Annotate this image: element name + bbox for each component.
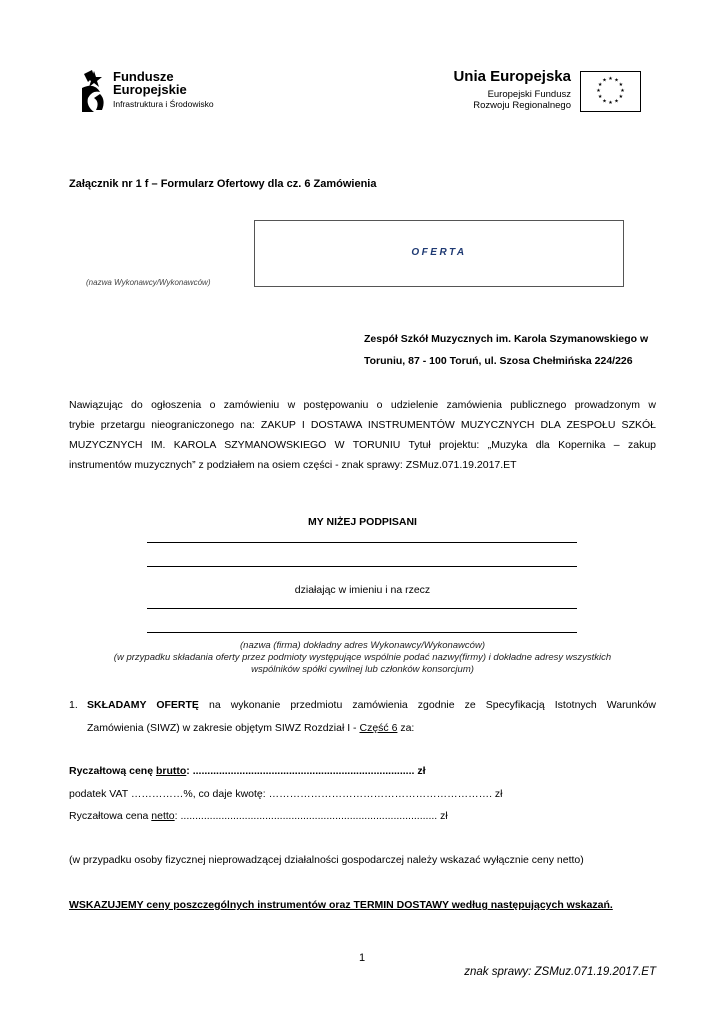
offer-line-2 [87, 722, 414, 734]
net-price-field: : ........................................................................................ zł [174, 810, 448, 822]
svg-text:★: ★ [597, 82, 603, 88]
gross-price-label: Ryczałtową cenę [69, 765, 156, 777]
svg-text:★: ★ [618, 82, 624, 88]
net-word: netto [151, 810, 175, 822]
logo-right-line3: Rozwoju Regionalnego [473, 100, 571, 111]
signatory-line-1 [147, 542, 577, 543]
gross-word: brutto [155, 765, 187, 777]
eu-flag-icon [580, 71, 641, 112]
intro-line-2: trybie przetargu nieograniczonego na: ZAKUP I DOSTAWA INSTRUMENTÓW MUZYCZNYCH DLA ZESPOŁU SZKÓŁ [69, 419, 656, 431]
fundusze-europejskie-logo [80, 68, 240, 114]
svg-text:★: ★ [608, 100, 613, 106]
svg-text:★: ★ [614, 77, 619, 84]
svg-text:★: ★ [614, 98, 619, 105]
logo-right-line1: Unia Europejska [453, 68, 571, 85]
svg-text:★: ★ [620, 88, 625, 94]
svg-text:★: ★ [602, 77, 607, 84]
intro-line-1: Nawiązując do ogłoszenia o zamówieniu w postępowaniu o udzielenie zamówienia publicznego prowadzonym w [69, 399, 656, 411]
gross-price-field: : ............................................................................ zł [186, 765, 426, 777]
acting-on-behalf-label: działając w imieniu i na rzecz [294, 584, 431, 596]
footer-case-number: znak sprawy: ZSMuz.071.19.2017.ET [464, 966, 656, 978]
signatories-heading: MY NIŻEJ PODPISANI [308, 516, 417, 528]
offer-part-link: Część 6 [359, 722, 398, 734]
svg-text:★: ★ [602, 98, 607, 105]
logo-left-line3: Infrastruktura i Środowisko [113, 99, 214, 109]
svg-text:★: ★ [608, 76, 613, 82]
attachment-title: Załącznik nr 1 f – Formularz Ofertowy dla cz. 6 Zamówienia [69, 178, 377, 190]
contractor-name-label: (nazwa Wykonawcy/Wykonawców) [86, 278, 211, 287]
company-note-2: (w przypadku składania oferty przez podmioty występujące wspólnie podać nazwy(firmy) i dokładne adresy wszystkich [113, 652, 612, 663]
company-note-3: wspólników spółki cywilnej lub członków konsorcjum) [251, 664, 474, 675]
oferta-title: OFERTA [411, 247, 467, 258]
offer-line-2-post: za: [397, 722, 415, 734]
offer-number: 1. [69, 699, 78, 711]
company-line-1 [147, 608, 577, 609]
offer-lead: SKŁADAMY OFERTĘ [87, 699, 199, 711]
svg-text:★: ★ [618, 94, 624, 100]
logo-right-line2: Europejski Fundusz [487, 89, 571, 100]
net-price-line [69, 810, 448, 822]
recipient-line-2: Toruniu, 87 - 100 Toruń, ul. Szosa Chełmińska 224/226 [364, 355, 633, 367]
company-note-1: (nazwa (firma) dokładny adres Wykonawcy/Wykonawców) [240, 640, 485, 651]
individual-note: (w przypadku osoby fizycznej nieprowadzącej działalności gospodarczej należy wskazać wyłącznie ceny netto) [69, 854, 584, 866]
gross-price-line [69, 765, 426, 777]
offer-line-1-rest: na wykonanie przedmiotu zamówienia zgodnie ze Specyfikacją Istotnych Warunków [198, 699, 656, 711]
indication-heading: WSKAZUJEMY ceny poszczególnych instrumentów oraz TERMIN DOSTAWY według następujących wskazań. [69, 899, 613, 911]
logo-left-line1: Fundusze [113, 69, 174, 84]
intro-line-4: instrumentów muzycznych” z podziałem na osiem części - znak sprawy: ZSMuz.071.19.2017.ET [69, 459, 517, 471]
svg-text:★: ★ [597, 94, 603, 100]
unia-europejska-logo [452, 68, 647, 116]
logo-left-line2: Europejskie [113, 82, 187, 97]
recipient-line-1: Zespół Szkół Muzycznych im. Karola Szymanowskiego w [364, 333, 649, 345]
intro-paragraph [69, 395, 656, 475]
net-price-label: Ryczałtowa cena [69, 810, 152, 822]
intro-line-3: MUZYCZNYCH IM. KAROLA SZYMANOWSKIEGO W TORUNIU Tytuł projektu: „Muzyka dla Kopernika – zakup [69, 439, 656, 451]
signatory-line-2 [147, 566, 577, 567]
fe-star-logo-icon [80, 68, 108, 112]
svg-text:★: ★ [596, 88, 601, 94]
page-number: 1 [358, 952, 366, 964]
company-line-2 [147, 632, 577, 633]
offer-line-2-pre: Zamówienia (SIWZ) w zakresie objętym SIWZ Rozdział I - [87, 722, 360, 734]
vat-line: podatek VAT ……………%, co daje kwotę: ………………………………………………………. zł [69, 788, 503, 800]
offer-line-1 [87, 699, 656, 711]
